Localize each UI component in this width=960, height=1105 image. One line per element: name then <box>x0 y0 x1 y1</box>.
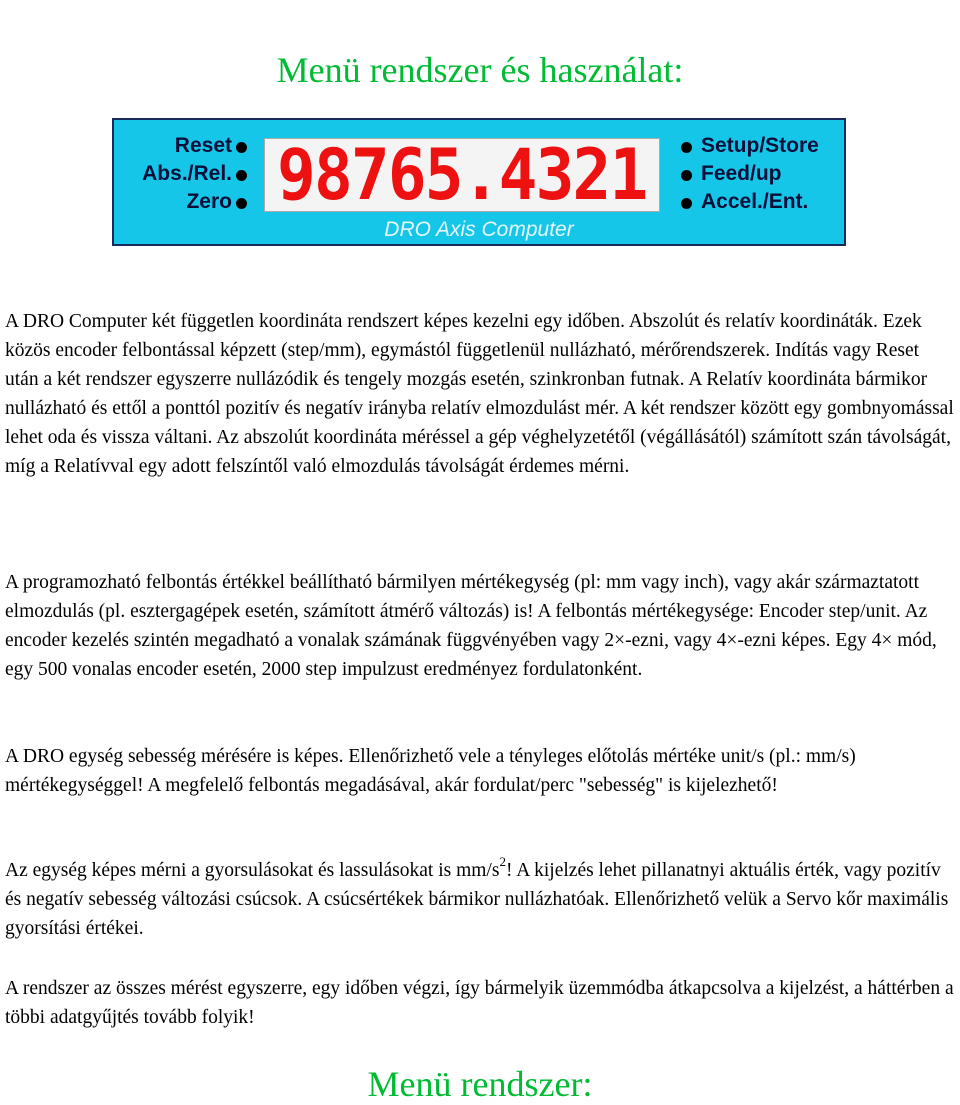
paragraph-background-measurement: A rendszer az összes mérést egyszerre, egy időben végzi, így bármelyik üzemmódba átkapcsolva a kijelzést, a háttérben a többi adatgyűjtés tovább folyik! <box>5 978 954 1028</box>
accel-ent-label: Accel./Ent. <box>701 190 809 213</box>
feed-up-label: Feed/up <box>701 162 782 185</box>
dro-left-labels <box>120 132 232 216</box>
reset-indicator-dot <box>236 142 247 153</box>
paragraph-acceleration <box>5 856 955 943</box>
superscript-two: 2 <box>499 854 506 869</box>
dro-display-value: 98765.4321 <box>277 138 647 212</box>
paragraph-resolution: A programozható felbontás értékkel beállítható bármilyen mértékegység (pl: mm vagy inch), vagy akár származtatott elmozdulás (pl. esztergagépek esetén, számított átmérő változás) is! A felbontás mértékegysége: Encoder step/unit. Az encoder kezelés szintén megadható a vonalak számának függvényében vagy 2×-ezni, vagy 4×-ezni képes. Egy 4× mód, egy 500 vonalas encoder esetén, 2000 step impulzust eredményez fordulatonként. <box>5 572 937 680</box>
paragraph-acceleration-text-a: Az egység képes mérni a gyorsulásokat és lassulásokat is mm/s <box>5 860 500 881</box>
dro-panel-image <box>112 118 846 246</box>
dro-digit-display <box>264 138 660 212</box>
zero-label: Zero <box>186 190 232 213</box>
paragraph-speed: A DRO egység sebesség mérésére is képes. Ellenőrizhető vele a tényleges előtolás mértéke unit/s (pl.: mm/s) mértékegységgel! A megfelelő felbontás megadásával, akár fordulat/perc "sebesség" is kijelezhető! <box>5 746 856 796</box>
accel-ent-indicator-dot <box>681 198 692 209</box>
abs-rel-indicator-dot <box>236 170 247 181</box>
paragraph-coordinate-systems: A DRO Computer két független koordináta rendszert képes kezelni egy időben. Abszolút és relatív koordináták. Ezek közös encoder felbontással képzett (step/mm), egymástól függetlenül nullázható, mérőrendszerek. Indítás vagy Reset után a két rendszer egyszerre nullázódik és tengely mozgás esetén, szinkronban futnak. A Relatív koordináta bármikor nullázható és ettől a ponttól pozitív és negatív irányba relatív elmozdulást mér. A két rendszer között egy gombnyomással lehet oda és vissza váltani. Az abszolút koordináta méréssel a gép véghelyzetétől (végállásától) számított szán távolságát, míg a Relatívval egy adott felszíntől való elmozdulás távolságát érdemes mérni. <box>5 311 954 477</box>
abs-rel-label: Abs./Rel. <box>142 162 232 185</box>
reset-label: Reset <box>174 134 232 157</box>
zero-indicator-dot <box>236 198 247 209</box>
setup-store-label: Setup/Store <box>701 134 819 157</box>
feed-up-indicator-dot <box>681 170 692 181</box>
paragraph-acceleration-text-b: ! A kijelzés lehet pillanatnyi aktuális érték, vagy pozitív és negatív sebesség változási csúcsok. A csúcsértékek bármikor nullázhatóak. Ellenőrizhető velük a Servo kőr maximális gyorsítási értékei. <box>5 860 949 939</box>
section-title: Menü rendszer: <box>367 1064 593 1104</box>
dro-right-labels <box>701 132 846 216</box>
setup-store-indicator-dot <box>681 142 692 153</box>
dro-caption: DRO Axis Computer <box>384 218 574 241</box>
page-title: Menü rendszer és használat: <box>276 50 684 90</box>
